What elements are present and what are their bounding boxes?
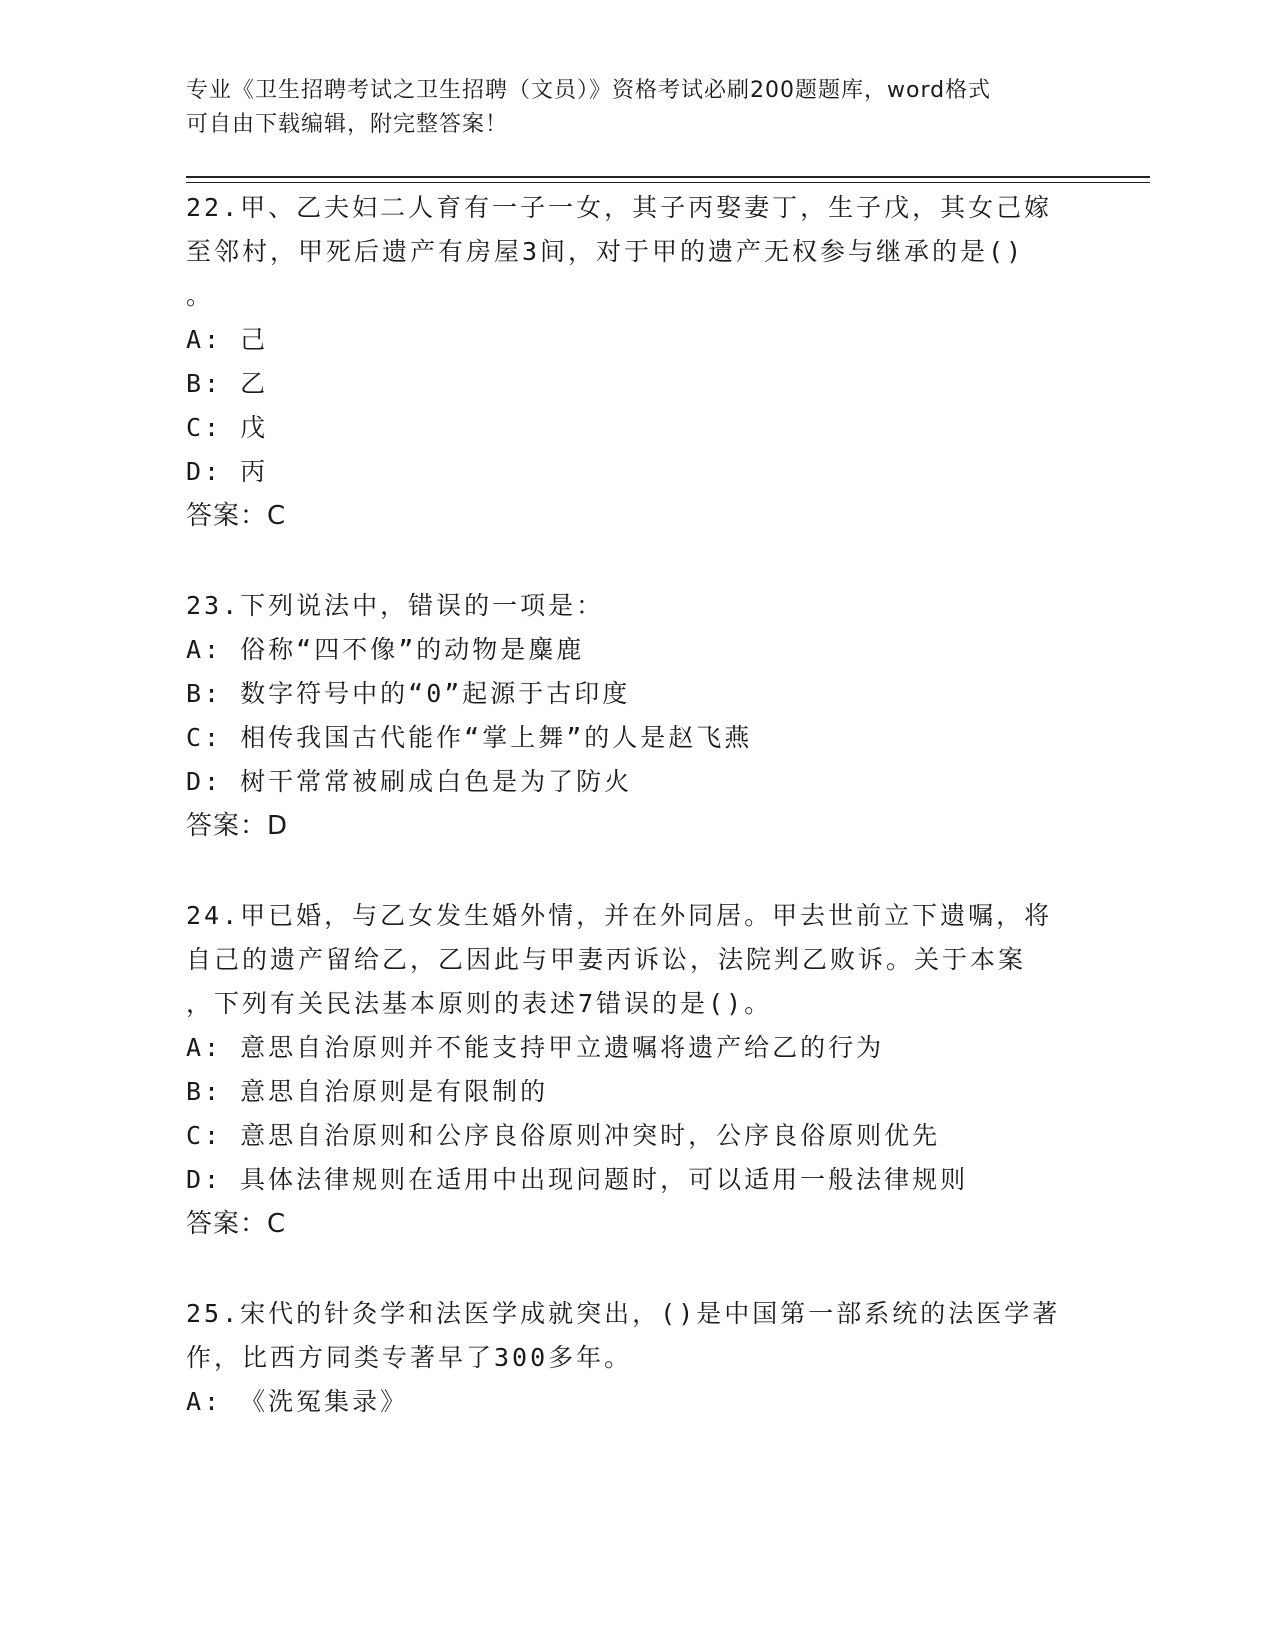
option-c: C: 意思自治原则和公序良俗原则冲突时，公序良俗原则优先 bbox=[186, 1121, 941, 1150]
question-stem: 23.下列说法中，错误的一项是： bbox=[186, 591, 605, 620]
option-d: D: 树干常常被刷成白色是为了防火 bbox=[186, 767, 633, 796]
header-divider-thick bbox=[186, 176, 1150, 178]
question-list bbox=[186, 186, 1106, 1470]
question-24 bbox=[186, 894, 1106, 1246]
question-22 bbox=[186, 186, 1106, 538]
option-a: A: 《洗冤集录》 bbox=[186, 1387, 409, 1416]
question-stem: 作，比西方同类专著早了300多年。 bbox=[186, 1343, 633, 1372]
header-divider-thin bbox=[186, 182, 1150, 183]
option-a: A: 俗称“四不像”的动物是麋鹿 bbox=[186, 635, 585, 664]
question-stem: 22.甲、乙夫妇二人育有一子一女，其子丙娶妻丁，生子戊，其女己嫁 bbox=[186, 193, 1053, 222]
answer-line: 答案：C bbox=[186, 501, 287, 531]
option-c: C: 相传我国古代能作“掌上舞”的人是赵飞燕 bbox=[186, 723, 753, 752]
question-stem: 25.宋代的针灸学和法医学成就突出，()是中国第一部系统的法医学著 bbox=[186, 1299, 1061, 1328]
option-a: A: 己 bbox=[186, 325, 269, 354]
question-stem: 。 bbox=[186, 281, 215, 310]
question-stem: ，下列有关民法基本原则的表述7错误的是()。 bbox=[186, 989, 773, 1018]
answer-line: 答案：C bbox=[186, 1209, 287, 1239]
option-b: B: 乙 bbox=[186, 369, 269, 398]
question-25 bbox=[186, 1292, 1106, 1424]
option-d: D: 具体法律规则在适用中出现问题时，可以适用一般法律规则 bbox=[186, 1165, 969, 1194]
question-stem: 自己的遗产留给乙，乙因此与甲妻丙诉讼，法院判乙败诉。关于本案 bbox=[186, 945, 1027, 974]
header-line: 可自由下载编辑，附完整答案！ bbox=[186, 112, 509, 137]
header-line: 专业《卫生招聘考试之卫生招聘（文员）》资格考试必刷200题题库，word格式 bbox=[186, 78, 992, 103]
option-b: B: 数字符号中的“0”起源于古印度 bbox=[186, 679, 631, 708]
option-b: B: 意思自治原则是有限制的 bbox=[186, 1077, 549, 1106]
option-c: C: 戊 bbox=[186, 413, 269, 442]
question-stem: 24.甲已婚，与乙女发生婚外情，并在外同居。甲去世前立下遗嘱，将 bbox=[186, 901, 1053, 930]
option-d: D: 丙 bbox=[186, 457, 269, 486]
question-23 bbox=[186, 584, 1106, 848]
document-header bbox=[186, 74, 1086, 142]
question-stem: 至邻村，甲死后遗产有房屋3间，对于甲的遗产无权参与继承的是() bbox=[186, 237, 1025, 266]
answer-line: 答案：D bbox=[186, 811, 289, 841]
option-a: A: 意思自治原则并不能支持甲立遗嘱将遗产给乙的行为 bbox=[186, 1033, 885, 1062]
